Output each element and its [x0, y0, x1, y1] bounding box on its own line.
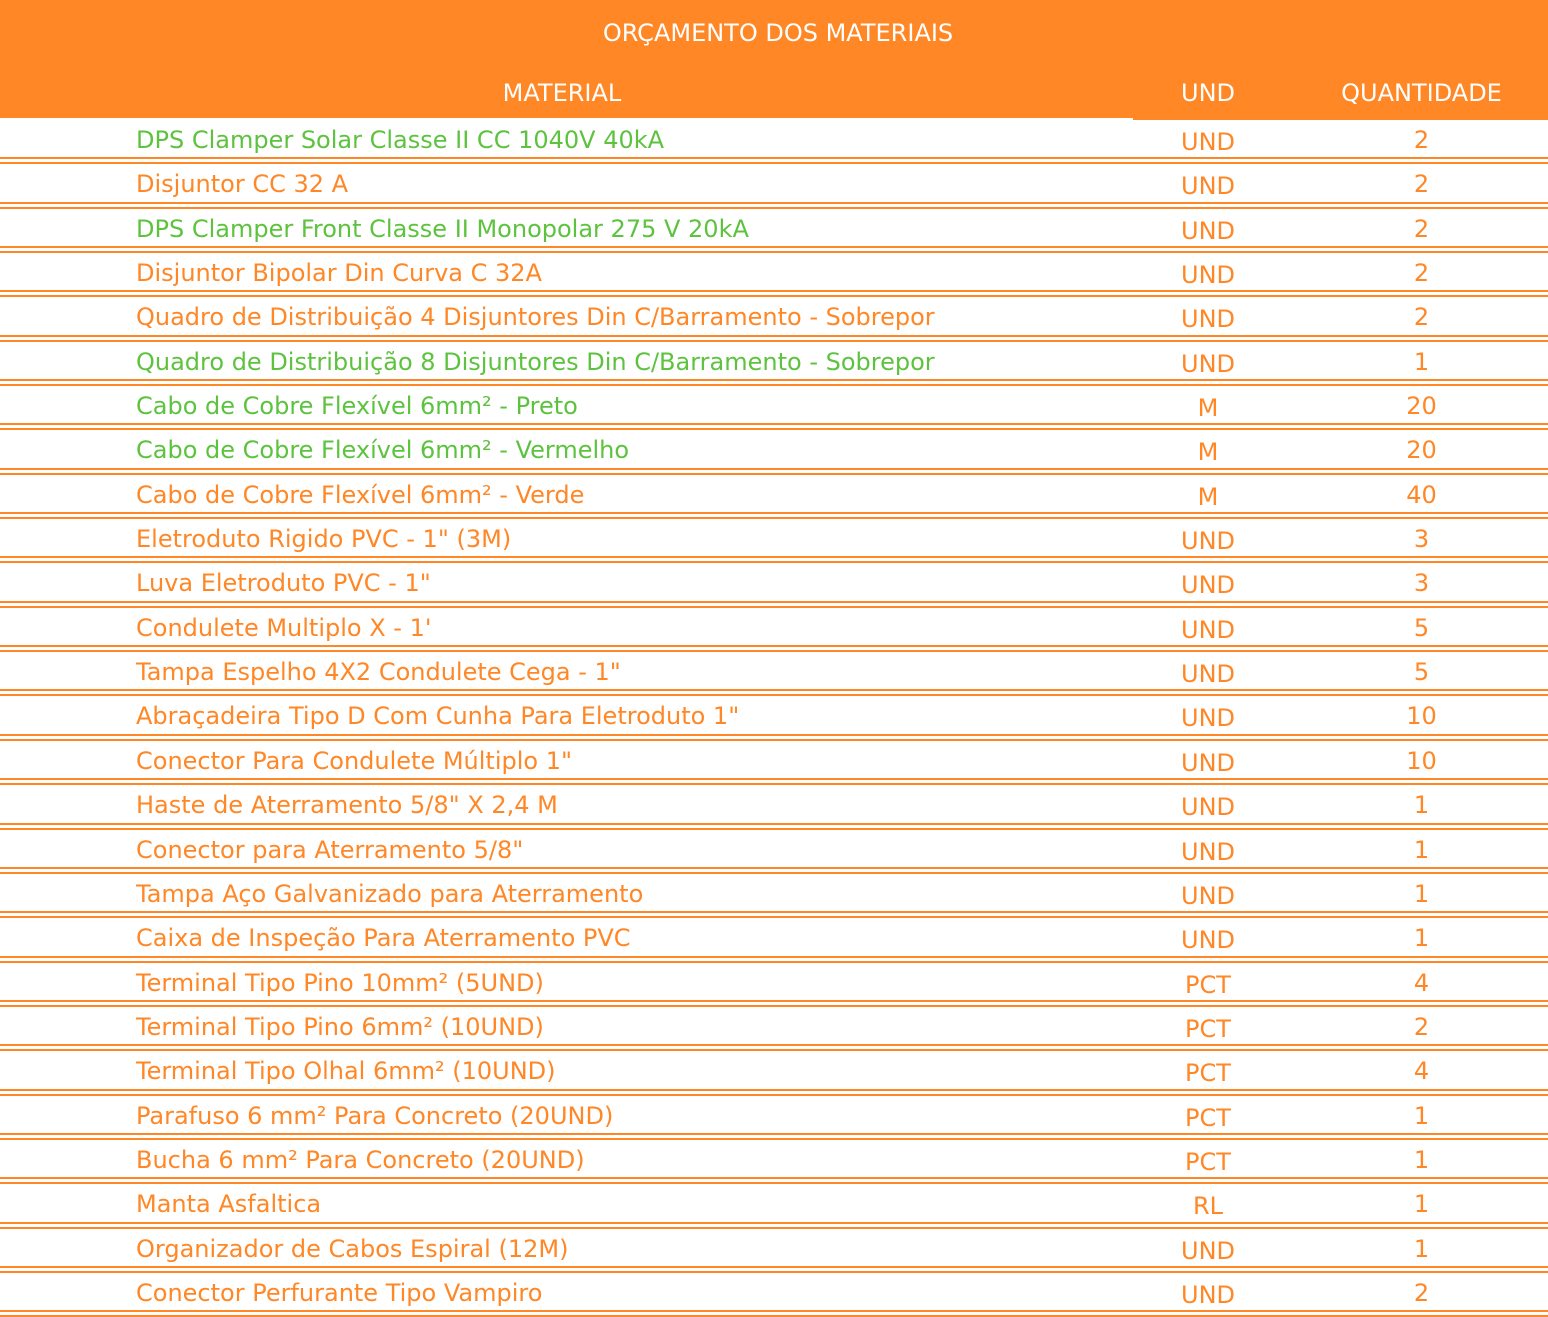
unit-cell: UND [1181, 527, 1235, 556]
row-divider [0, 246, 1548, 253]
quantity-cell: 1 [1413, 1101, 1430, 1130]
material-cell: Terminal Tipo Pino 10mm² (5UND) [136, 968, 544, 997]
material-cell: Quadro de Distribuição 4 Disjuntores Din C/Barramento - Sobrepor [136, 303, 935, 332]
table-row [0, 563, 1548, 607]
unit-cell: PCT [1185, 1059, 1231, 1088]
material-cell: Disjuntor Bipolar Din Curva C 32A [136, 259, 542, 288]
unit-cell: M [1197, 482, 1219, 511]
row-divider [0, 734, 1548, 741]
unit-cell: M [1197, 438, 1219, 467]
table-row [0, 386, 1548, 430]
material-cell: Luva Eletroduto PVC - 1" [136, 569, 431, 598]
row-divider [0, 911, 1548, 918]
unit-cell: UND [1181, 1280, 1235, 1309]
row-divider [0, 1177, 1548, 1184]
header-material: MATERIAL [502, 79, 622, 107]
material-cell: Haste de Aterramento 5/8" X 2,4 M [136, 791, 558, 820]
unit-cell: UND [1181, 261, 1235, 290]
unit-cell: UND [1181, 571, 1235, 600]
material-cell: Cabo de Cobre Flexível 6mm² - Verde [136, 480, 585, 509]
table-row [0, 519, 1548, 563]
table-row [0, 1184, 1548, 1228]
row-divider [0, 823, 1548, 830]
row-divider [0, 202, 1548, 209]
quantity-cell: 20 [1406, 436, 1437, 465]
unit-cell: UND [1181, 172, 1235, 201]
table-row [0, 652, 1548, 696]
table-row [0, 1229, 1548, 1273]
row-divider [0, 1000, 1548, 1007]
unit-cell: UND [1181, 881, 1235, 910]
quantity-cell: 4 [1413, 1057, 1430, 1086]
table-row [0, 1096, 1548, 1140]
material-cell: Terminal Tipo Olhal 6mm² (10UND) [136, 1057, 556, 1086]
table-row [0, 253, 1548, 297]
row-divider [0, 778, 1548, 785]
quantity-cell: 1 [1413, 835, 1430, 864]
material-cell: Eletroduto Rigido PVC - 1" (3M) [136, 525, 512, 554]
quantity-cell: 2 [1413, 259, 1430, 288]
quantity-cell: 3 [1413, 525, 1430, 554]
unit-cell: PCT [1185, 1103, 1231, 1132]
quantity-cell: 5 [1413, 613, 1430, 642]
table-row [0, 297, 1548, 341]
table-row [0, 696, 1548, 740]
row-divider [0, 335, 1548, 342]
unit-cell: UND [1181, 704, 1235, 733]
quantity-cell: 2 [1413, 1278, 1430, 1307]
table-body [0, 120, 1548, 1317]
material-cell: Terminal Tipo Pino 6mm² (10UND) [136, 1012, 544, 1041]
quantity-cell: 1 [1413, 1145, 1430, 1174]
material-cell: Parafuso 6 mm² Para Concreto (20UND) [136, 1101, 614, 1130]
table-row [0, 1273, 1548, 1317]
material-cell: Conector Para Condulete Múltiplo 1" [136, 746, 573, 775]
row-divider [0, 556, 1548, 563]
table-header-row [0, 66, 1548, 120]
quantity-cell: 1 [1413, 924, 1430, 953]
row-divider [0, 689, 1548, 696]
row-divider [0, 1266, 1548, 1273]
row-divider [0, 512, 1548, 519]
unit-cell: PCT [1185, 1014, 1231, 1043]
quantity-cell: 10 [1406, 746, 1437, 775]
header-quantity: QUANTIDADE [1341, 79, 1502, 107]
row-divider [0, 1044, 1548, 1051]
material-cell: Tampa Aço Galvanizado para Aterramento [136, 879, 644, 908]
material-cell: Manta Asfaltica [136, 1190, 322, 1219]
unit-cell: PCT [1185, 1147, 1231, 1176]
material-cell: Organizador de Cabos Espiral (12M) [136, 1234, 569, 1263]
row-divider [0, 1222, 1548, 1229]
table-row [0, 1140, 1548, 1184]
table-row [0, 342, 1548, 386]
table-row [0, 830, 1548, 874]
row-divider [0, 157, 1548, 164]
row-divider [0, 290, 1548, 297]
quantity-cell: 3 [1413, 569, 1430, 598]
table-row [0, 475, 1548, 519]
table-row [0, 164, 1548, 208]
material-cell: Caixa de Inspeção Para Aterramento PVC [136, 924, 631, 953]
row-divider [0, 601, 1548, 608]
table-title: ORÇAMENTO DOS MATERIAIS [0, 0, 1548, 66]
unit-cell: UND [1181, 128, 1235, 156]
unit-cell: UND [1181, 748, 1235, 777]
quantity-cell: 4 [1413, 968, 1430, 997]
row-divider [0, 379, 1548, 386]
unit-cell: RL [1192, 1192, 1224, 1221]
material-cell: Bucha 6 mm² Para Concreto (20UND) [136, 1145, 585, 1174]
quantity-cell: 2 [1413, 1012, 1430, 1041]
table-row [0, 741, 1548, 785]
material-cell: Conector para Aterramento 5/8" [136, 835, 524, 864]
table-row [0, 874, 1548, 918]
quantity-cell: 1 [1413, 1190, 1430, 1219]
row-divider [0, 1310, 1548, 1317]
material-cell: Disjuntor CC 32 A [136, 170, 349, 199]
material-cell: Cabo de Cobre Flexível 6mm² - Vermelho [136, 436, 630, 465]
unit-cell: UND [1181, 926, 1235, 955]
quantity-cell: 2 [1413, 214, 1430, 243]
unit-cell: UND [1181, 837, 1235, 866]
material-cell: Cabo de Cobre Flexível 6mm² - Preto [136, 392, 578, 421]
quantity-cell: 5 [1413, 658, 1430, 687]
table-row [0, 1007, 1548, 1051]
material-cell: Condulete Multiplo X - 1' [136, 613, 432, 642]
quantity-cell: 2 [1413, 126, 1430, 154]
material-cell: Abraçadeira Tipo D Com Cunha Para Eletroduto 1" [136, 702, 740, 731]
table-row [0, 785, 1548, 829]
table-row [0, 1051, 1548, 1095]
table-row [0, 430, 1548, 474]
table-row [0, 963, 1548, 1007]
unit-cell: M [1197, 394, 1219, 423]
unit-cell: UND [1181, 349, 1235, 378]
quantity-cell: 40 [1406, 480, 1437, 509]
material-cell: DPS Clamper Solar Classe II CC 1040V 40kA [136, 126, 665, 154]
unit-cell: UND [1181, 615, 1235, 644]
table-row [0, 209, 1548, 253]
table-row [0, 608, 1548, 652]
quantity-cell: 2 [1413, 303, 1430, 332]
unit-cell: UND [1181, 216, 1235, 245]
quantity-cell: 1 [1413, 347, 1430, 376]
row-divider [0, 867, 1548, 874]
material-cell: Conector Perfurante Tipo Vampiro [136, 1278, 543, 1307]
unit-cell: PCT [1185, 970, 1231, 999]
row-divider [0, 423, 1548, 430]
unit-cell: UND [1181, 660, 1235, 689]
quantity-cell: 1 [1413, 791, 1430, 820]
quantity-cell: 10 [1406, 702, 1437, 731]
quantity-cell: 1 [1413, 879, 1430, 908]
row-divider [0, 468, 1548, 475]
quantity-cell: 1 [1413, 1234, 1430, 1263]
row-divider [0, 956, 1548, 963]
material-cell: Tampa Espelho 4X2 Condulete Cega - 1" [136, 658, 621, 687]
unit-cell: UND [1181, 1236, 1235, 1265]
row-divider [0, 1089, 1548, 1096]
unit-cell: UND [1181, 793, 1235, 822]
header-unit: UND [1181, 79, 1235, 107]
quantity-cell: 2 [1413, 170, 1430, 199]
row-divider [0, 1133, 1548, 1140]
table-row [0, 918, 1548, 962]
row-divider [0, 645, 1548, 652]
table-row [0, 120, 1548, 164]
quantity-cell: 20 [1406, 392, 1437, 421]
material-cell: DPS Clamper Front Classe II Monopolar 275 V 20kA [136, 214, 749, 243]
material-cell: Quadro de Distribuição 8 Disjuntores Din C/Barramento - Sobrepor [136, 347, 935, 376]
unit-cell: UND [1181, 305, 1235, 334]
